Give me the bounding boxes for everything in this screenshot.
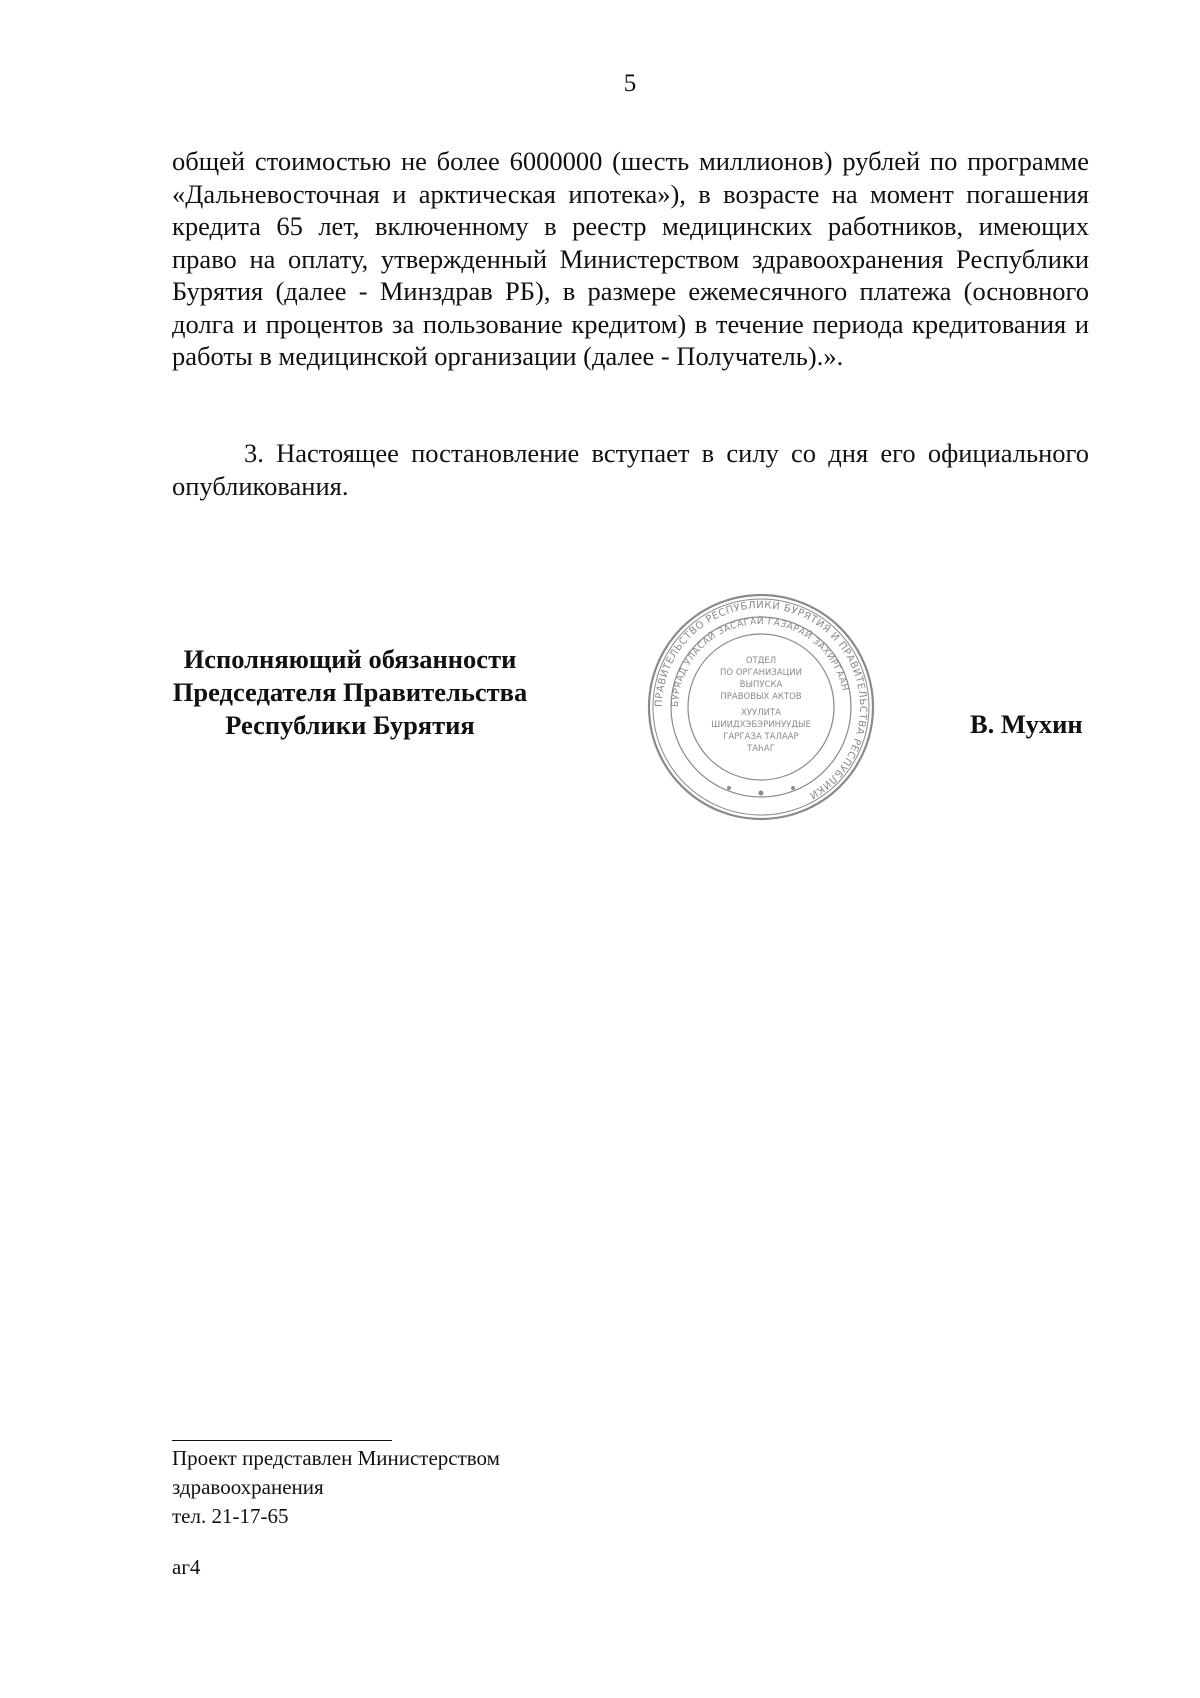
- seal-center-line: ГАРГАЗА ТАЛААР: [723, 732, 799, 742]
- seal-center-line: ПРАВОВЫХ АКТОВ: [720, 692, 802, 702]
- page-number: 5: [623, 70, 637, 97]
- footnote-line: Проект представлен Министерством: [172, 1446, 500, 1470]
- signatory-position: [150, 643, 550, 742]
- footnote-divider: [172, 1440, 392, 1441]
- seal-dot-icon: [727, 786, 731, 790]
- body-paragraph-1: общей стоимостью не более 6000000 (шесть миллионов) рублей по программе «Дальневосточная и арктическая ипотека»), в возрасте на момент погашения кредита 65 лет, включенному в реестр медицинских работников, имеющих право на оплату, утвержденный Министерством здравоохранения Республики Бурятия (далее - Минздрав РБ), в размере ежемесячного платежа (основного долга и процентов за пользование кредитом) в течение периода кредитования и работы в медицинской организации (далее - Получатель).».: [172, 146, 1089, 371]
- seal-center-line: ОТДЕЛ: [745, 656, 777, 666]
- seal-center-line: ПО ОРГАНИЗАЦИИ: [720, 668, 802, 678]
- body-paragraph-2: 3. Настоящее постановление вступает в силу со дня его официального опубликования.: [172, 438, 1089, 501]
- footnote-line: здравоохранения: [172, 1475, 324, 1499]
- seal-center-line: ШИИДХЭБЭРИНУУДЫЕ: [711, 720, 811, 730]
- seal-center-line: ХУУЛИТА: [741, 708, 781, 718]
- signatory-position-line: Республики Бурятия: [225, 710, 475, 740]
- seal-outer-ring-text: ПРАВИТЕЛЬСТВО РЕСПУБЛИКИ БУРЯТИЯ И ПРАВИТЕЛЬСТВА РЕСПУБЛИКИ: [653, 599, 869, 801]
- signatory-position-line: Исполняющий обязанности: [183, 644, 517, 674]
- seal-inner-ring-text: БУРЯАД УЛАСАЙ ЗАСАГАЙ ГАЗАРАЙ ЗАХИРГААН: [670, 616, 850, 708]
- signatory-name: В. Мухин: [970, 709, 1083, 739]
- document-code: аг4: [172, 1555, 201, 1579]
- seal-dot-icon: [791, 786, 795, 790]
- seal-center-line: ТАҺАГ: [747, 744, 775, 754]
- signatory-position-line: Председателя Правительства: [172, 677, 528, 707]
- official-seal-stamp: [645, 594, 877, 820]
- seal-center-line: ВЫПУСКА: [739, 680, 783, 690]
- footnote: [172, 1444, 500, 1531]
- seal-dot-icon: [759, 791, 764, 796]
- footnote-line: тел. 21-17-65: [172, 1504, 289, 1528]
